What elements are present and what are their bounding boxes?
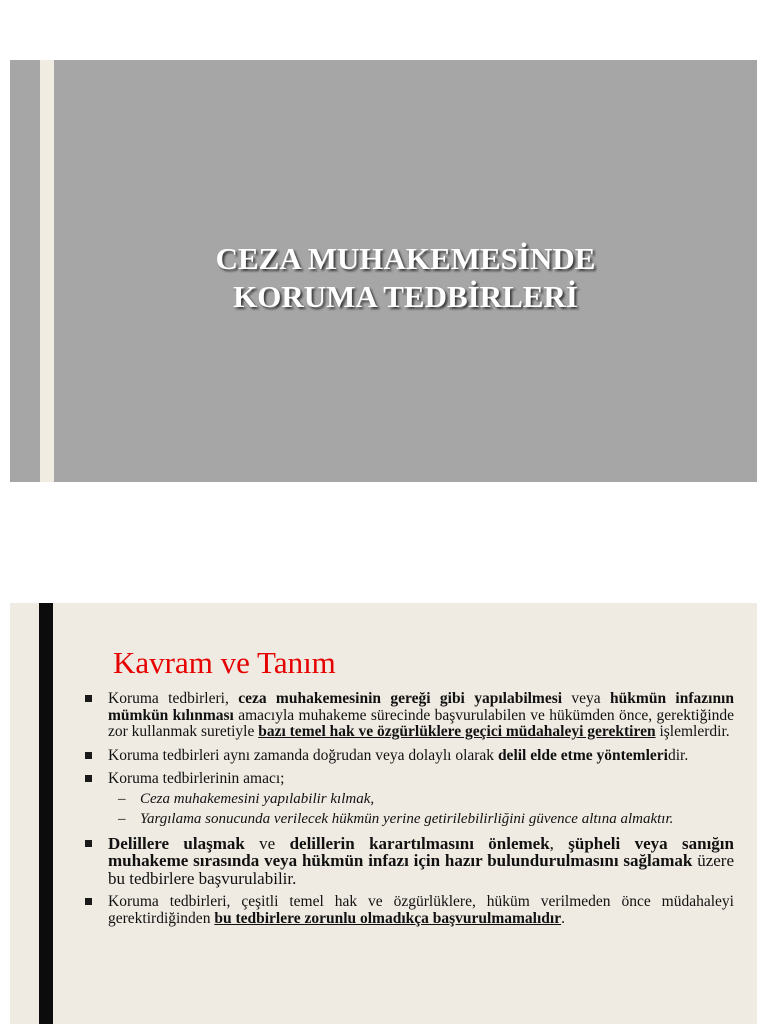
sub-item-1 (82, 792, 734, 806)
bullet-item-purpose (82, 771, 734, 788)
bullet-item-goals (82, 835, 734, 888)
slide-title (54, 240, 757, 316)
square-bullet-icon (85, 695, 92, 702)
text-bold: Delillere ulaşmak (108, 833, 245, 853)
square-bullet-icon (85, 840, 92, 847)
text-run: Koruma tedbirleri aynı zamanda doğrudan veya dolaylı olarak (108, 746, 498, 764)
sub-item-text: Ceza muhakemesini yapılabilir kılmak, (140, 790, 375, 807)
square-bullet-icon (85, 752, 92, 759)
text-run: amacıyla muhakeme sürecinde başvurulabilen ve hükümden önce, gerektiğinde zor kullanmak suretiyle (108, 706, 735, 740)
text-run: Koruma tedbirleri, çeşitli temel hak ve özgürlüklere, hüküm verilmeden önce müdahaleyi gerektirdiğinden (108, 893, 734, 927)
dash-bullet: – (118, 790, 126, 807)
text-run: işlemlerdir. (655, 723, 730, 740)
text-run: dir. (667, 746, 689, 764)
text-bold: hükmün infazının mümkün kılınması (108, 690, 734, 724)
text-bold: bazı temel hak ve özgürlüklere geçici müdahaleyi gerektiren (258, 723, 656, 740)
left-accent-bar (39, 603, 53, 1024)
content-slide (10, 603, 757, 1024)
text-run: , (549, 833, 569, 853)
slide-title-line-2: KORUMA TEDBİRLERİ (233, 279, 578, 314)
text-run: Koruma tedbirleri, (108, 690, 239, 707)
text-bold: ceza muhakemesinin gereği gibi yapılabilmesi (238, 690, 563, 707)
slide-heading: Kavram ve Tanım (113, 645, 336, 680)
bullet-list (82, 691, 734, 934)
square-bullet-icon (85, 898, 92, 905)
text-run: Koruma tedbirlerinin amacı; (108, 770, 285, 787)
text-bold: bu tedbirlere zorunlu olmadıkça başvurulmamalıdır (214, 909, 562, 927)
left-stripe-light (40, 60, 54, 482)
bullet-item-necessity (82, 894, 734, 927)
title-slide (10, 60, 757, 482)
slide-title-line-1: CEZA MUHAKEMESİNDE (215, 241, 596, 276)
sub-item-text: Yargılama sonucunda verilecek hükmün yerine getirilebilirliğini güvence altına almaktır. (140, 810, 674, 827)
text-bold: delil elde etme yöntemleri (497, 746, 668, 764)
sub-item-2 (82, 812, 734, 826)
left-stripe-dark (10, 60, 40, 482)
text-run: . (561, 909, 565, 927)
bullet-item-evidence (82, 748, 734, 765)
text-bold: delillerin karartılmasını önlemek (289, 833, 550, 853)
text-run: üzere bu tedbirlere başvurulabilir. (108, 851, 734, 888)
text-run: ve (244, 833, 290, 853)
bullet-item-definition (82, 691, 734, 741)
square-bullet-icon (85, 775, 92, 782)
text-bold: şüpheli veya sanığın muhakeme sırasında veya hükmün infazı için hazır bulundurulmasını sağlamak (108, 833, 734, 870)
text-run: veya (562, 690, 611, 707)
dash-bullet: – (118, 810, 126, 827)
